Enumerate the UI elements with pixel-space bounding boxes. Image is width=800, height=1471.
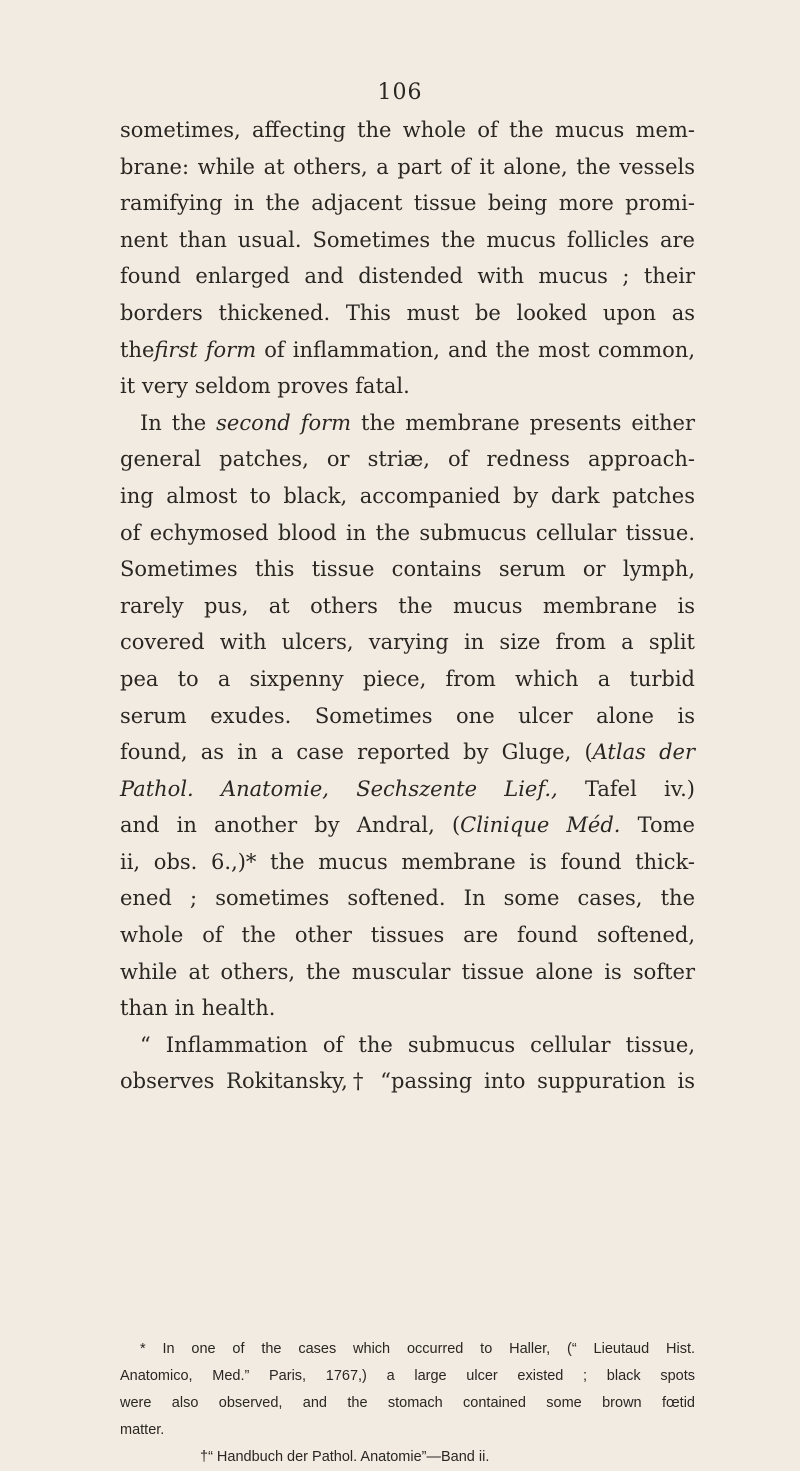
text-segment: †“ Handbuch der Pathol. Anatomie”—Band ii.: [200, 1449, 490, 1465]
text-line: whole of the other tissues are found softened,: [120, 923, 695, 948]
text-line: ramifying in the adjacent tissue being more promi-: [120, 191, 695, 216]
text-line: of echymosed blood in the submucus cellular tissue.: [120, 520, 695, 545]
text-segment: found, as in a case reported by Gluge, (: [120, 740, 593, 765]
text-segment: In the: [140, 410, 217, 435]
text-line: general patches, or striæ, of redness approach-: [120, 447, 695, 472]
text-line: observes Rokitansky,† “passing into suppuration is: [120, 1069, 695, 1094]
body-text: [120, 112, 695, 1100]
footnote-line: were also observed, and the stomach contained some brown fœtid: [120, 1395, 695, 1411]
text-line: found enlarged and distended with mucus ; their: [120, 264, 695, 289]
emphasis-citation: Clinique Méd.: [460, 813, 621, 838]
text-segment: “ Inflammation of the submucus cellular tissue,: [140, 1032, 695, 1057]
text-line: [120, 771, 695, 808]
emphasis-second-form: second form: [216, 410, 352, 435]
footnote-line: Anatomico, Med.” Paris, 1767,) a large ulcer existed ; black spots: [120, 1368, 695, 1384]
text-segment: Tafel iv.): [557, 776, 695, 801]
text-line: ened ; sometimes softened. In some cases, the: [120, 886, 695, 911]
footnote-line: [120, 1444, 695, 1471]
footnote-line: [120, 1336, 695, 1363]
text-segment: Tome: [620, 813, 695, 838]
text-segment: the membrane presents either: [351, 410, 695, 435]
text-segment: and in another by Andral, (: [120, 813, 461, 838]
text-line: [120, 734, 695, 771]
text-segment: the: [120, 337, 155, 362]
emphasis-citation: Pathol. Anatomie, Sechszente Lief.,: [120, 776, 558, 801]
text-line: Sometimes this tissue contains serum or lymph,: [120, 557, 695, 582]
text-line: while at others, the muscular tissue alone is softer: [120, 959, 695, 984]
emphasis-citation: Atlas der: [592, 740, 695, 765]
text-line: borders thickened. This must be looked upon as: [120, 300, 695, 325]
footnotes: [120, 1336, 695, 1471]
text-line: covered with ulcers, varying in size from a split: [120, 630, 695, 655]
text-line: ii, obs. 6.,)* the mucus membrane is found thick-: [120, 849, 695, 874]
page-number: 106: [377, 80, 423, 105]
text-line: [120, 807, 695, 844]
text-line: nent than usual. Sometimes the mucus follicles are: [120, 227, 695, 252]
text-line: sometimes, affecting the whole of the mucus mem-: [120, 118, 695, 142]
text-line: pea to a sixpenny piece, from which a turbid: [120, 666, 695, 691]
text-line: than in health.: [120, 996, 276, 1021]
text-line: brane: while at others, a part of it alone, the vessels: [120, 154, 695, 179]
text-segment: * In one of the cases which occurred to Haller, (“ Lieutaud Hist.: [140, 1341, 695, 1357]
text-line: [120, 332, 695, 369]
text-line: ing almost to black, accompanied by dark patches: [120, 483, 695, 508]
text-line: serum exudes. Sometimes one ulcer alone is: [120, 703, 695, 728]
text-line: [120, 405, 695, 442]
text-line: rarely pus, at others the mucus membrane is: [120, 593, 695, 618]
footnote-line: matter.: [120, 1422, 165, 1438]
text-segment: of inflammation, and the most common,: [256, 337, 695, 362]
text-line: it very seldom proves fatal.: [120, 374, 410, 399]
text-line: [120, 1027, 695, 1064]
emphasis-first-form: first form: [154, 337, 257, 362]
